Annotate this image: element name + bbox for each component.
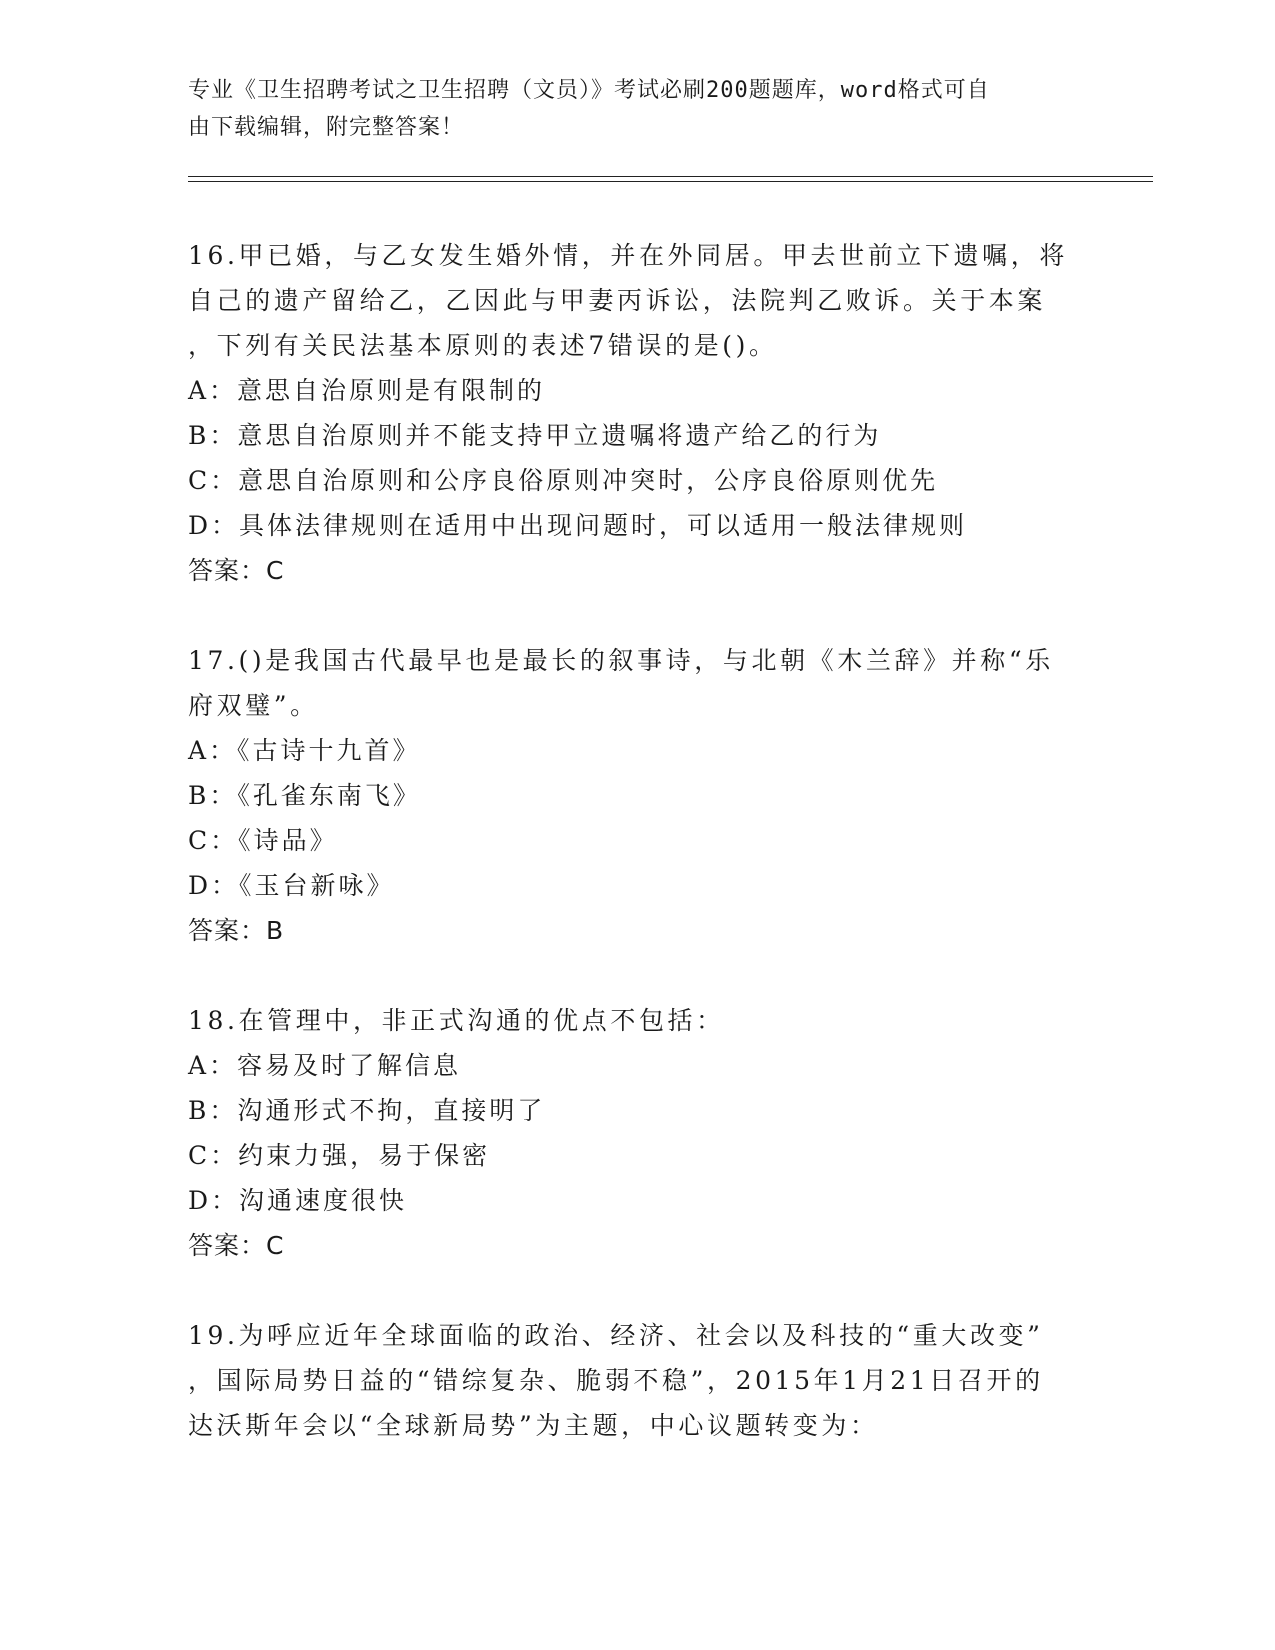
stem-line: 17.()是我国古代最早也是最长的叙事诗，与北朝《木兰辞》并称“乐: [188, 646, 1054, 675]
question-stem: [188, 638, 1088, 728]
question-17: [188, 638, 1088, 953]
question-18: [188, 998, 1088, 1268]
stem-line: 18.在管理中，非正式沟通的优点不包括：: [188, 1006, 725, 1035]
stem-line: 达沃斯年会以“全球新局势”为主题，中心议题转变为：: [188, 1411, 879, 1440]
stem-line: ，国际局势日益的“错综复杂、脆弱不稳”，2015年1月21日召开的: [188, 1366, 1044, 1395]
option-b: B：意思自治原则并不能支持甲立遗嘱将遗产给乙的行为: [188, 421, 882, 450]
header-line-2: 由下载编辑，附完整答案！: [188, 115, 465, 140]
answer-line: 答案：C: [188, 1231, 285, 1260]
option-d: D：沟通速度很快: [188, 1186, 408, 1215]
answer-line: 答案：C: [188, 556, 285, 585]
stem-line: 19.为呼应近年全球面临的政治、经济、社会以及科技的“重大改变”: [188, 1321, 1044, 1350]
answer-line: 答案：B: [188, 916, 285, 945]
question-stem: [188, 1313, 1088, 1448]
option-c: C：约束力强，易于保密: [188, 1141, 491, 1170]
option-b: B：《孔雀东南飞》: [188, 781, 421, 810]
document-header: [188, 72, 1068, 146]
header-rule-bottom: [188, 181, 1153, 182]
question-stem: [188, 233, 1088, 368]
header-line-1: 专业《卫生招聘考试之卫生招聘（文员）》考试必刷200题题库，word格式可自: [188, 78, 990, 103]
option-c: C：《诗品》: [188, 826, 338, 855]
option-a: A：容易及时了解信息: [188, 1051, 462, 1080]
question-19: [188, 1313, 1088, 1448]
option-a: A：意思自治原则是有限制的: [188, 376, 546, 405]
stem-line: 16.甲已婚，与乙女发生婚外情，并在外同居。甲去世前立下遗嘱，将: [188, 241, 1068, 270]
stem-line: 府双璧”。: [188, 691, 319, 720]
question-16: [188, 233, 1088, 593]
question-stem: [188, 998, 1088, 1043]
stem-line: 自己的遗产留给乙，乙因此与甲妻丙诉讼，法院判乙败诉。关于本案: [188, 286, 1047, 315]
option-b: B：沟通形式不拘，直接明了: [188, 1096, 546, 1125]
option-d: D：《玉台新咏》: [188, 871, 395, 900]
option-d: D：具体法律规则在适用中出现问题时，可以适用一般法律规则: [188, 511, 968, 540]
question-list: [188, 233, 1088, 1493]
option-c: C：意思自治原则和公序良俗原则冲突时，公序良俗原则优先: [188, 466, 939, 495]
header-rule-top: [188, 176, 1153, 177]
stem-line: ，下列有关民法基本原则的表述7错误的是()。: [188, 331, 778, 360]
option-a: A：《古诗十九首》: [188, 736, 421, 765]
